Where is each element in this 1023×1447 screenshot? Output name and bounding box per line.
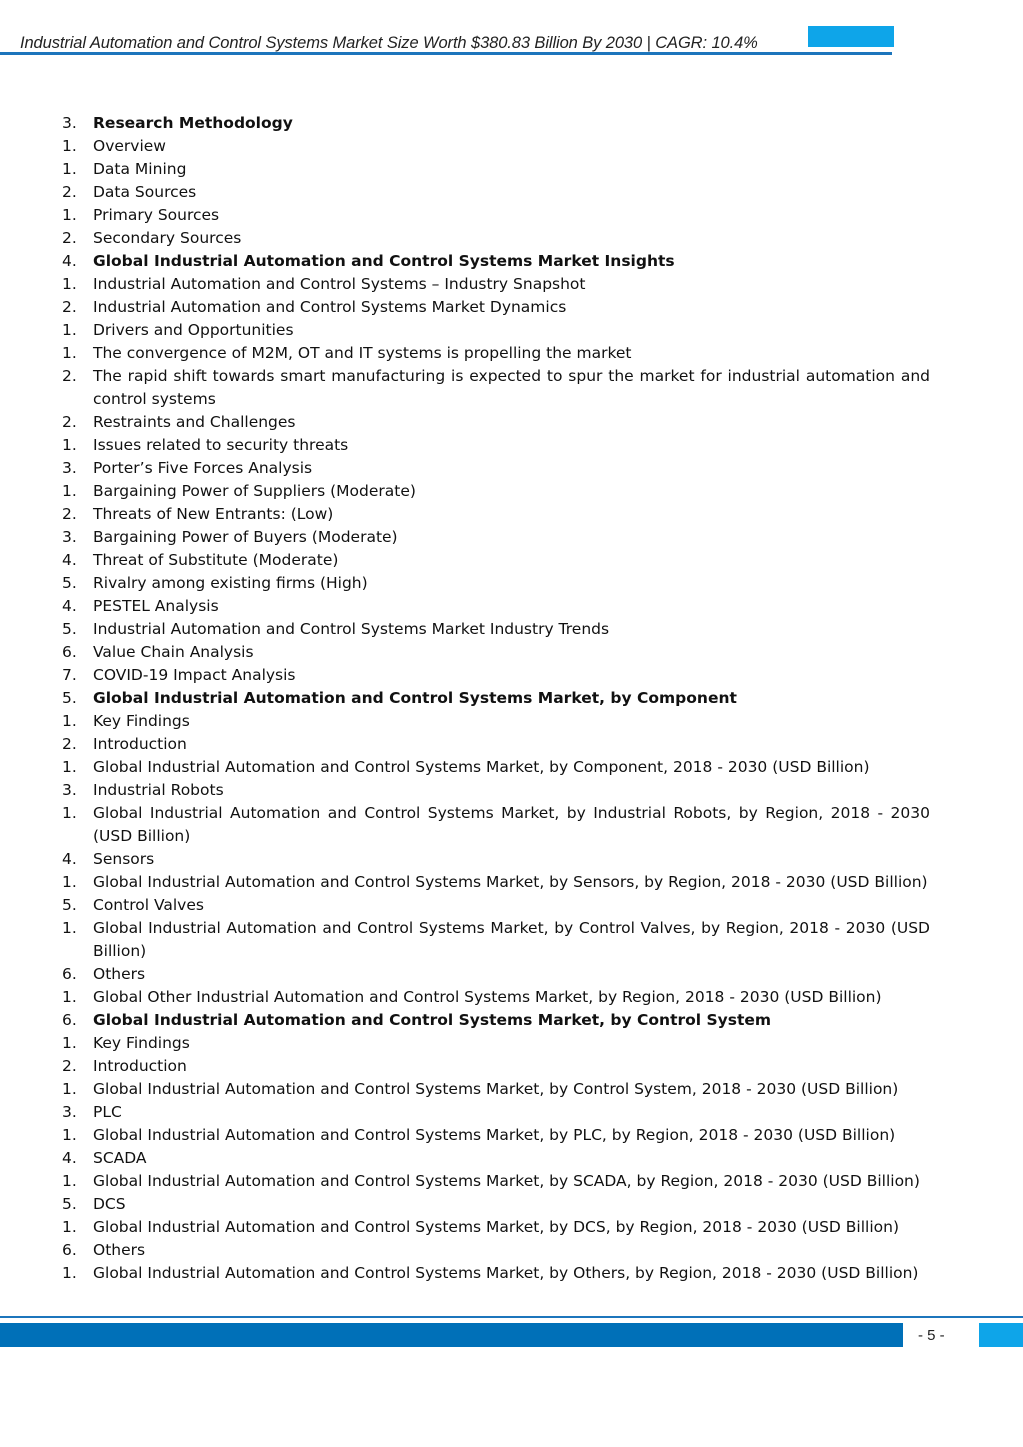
toc-item-text: Data Sources (93, 183, 197, 201)
toc-item-number: 1. (62, 1172, 77, 1190)
toc-item (62, 503, 930, 526)
toc-item-number: 3. (62, 528, 77, 546)
toc-item (62, 411, 930, 434)
toc-item (62, 1239, 930, 1262)
toc-item (62, 1262, 930, 1285)
toc-item-text: Global Industrial Automation and Control Systems Market, by Industrial Robots, by Region, 2018 - 2030 (USD Billion) (93, 804, 930, 845)
toc-item-text: Global Industrial Automation and Control Systems Market, by Control System (93, 1011, 772, 1029)
toc-item-number: 1. (62, 436, 77, 454)
toc-item-number: 1. (62, 988, 77, 1006)
toc-item-number: 1. (62, 1218, 77, 1236)
toc-item-text: Industrial Automation and Control Systems – Industry Snapshot (93, 275, 586, 293)
toc-item (62, 549, 930, 572)
toc-item-text: Global Industrial Automation and Control Systems Market, by DCS, by Region, 2018 - 2030 (USD Billion) (93, 1218, 899, 1236)
toc-item (62, 963, 930, 986)
footer-bar (0, 1323, 903, 1347)
toc-item-number: 1. (62, 712, 77, 730)
toc-item (62, 526, 930, 549)
toc-item-text: DCS (93, 1195, 126, 1213)
toc-item-number: 3. (62, 781, 77, 799)
toc-item-text: Drivers and Opportunities (93, 321, 294, 339)
toc-item (62, 1124, 930, 1147)
toc-item (62, 1078, 930, 1101)
toc-item-text: Industrial Automation and Control Systems Market Industry Trends (93, 620, 610, 638)
toc-item-number: 5. (62, 1195, 77, 1213)
toc-item-text: Global Industrial Automation and Control Systems Market, by Sensors, by Region, 2018 - 2030 (USD Billion) (93, 873, 928, 891)
toc-item-text: Global Industrial Automation and Control Systems Market, by Component, 2018 - 2030 (USD Billion) (93, 758, 870, 776)
toc-item-text: Threats of New Entrants: (Low) (93, 505, 334, 523)
footer-rule (0, 1316, 1023, 1318)
toc-item-number: 1. (62, 321, 77, 339)
toc-item-text: Global Other Industrial Automation and Control Systems Market, by Region, 2018 - 2030 (USD Billion) (93, 988, 882, 1006)
toc-item-number: 2. (62, 183, 77, 201)
toc-item-number: 1. (62, 919, 77, 937)
toc-item-number: 2. (62, 1057, 77, 1075)
toc-item-number: 1. (62, 275, 77, 293)
toc-item-text: Bargaining Power of Suppliers (Moderate) (93, 482, 416, 500)
toc-item (62, 871, 930, 894)
toc-item-number: 1. (62, 804, 77, 822)
toc-item-text: Industrial Automation and Control Systems Market Dynamics (93, 298, 567, 316)
toc-item-number: 6. (62, 1241, 77, 1259)
toc-item (62, 112, 930, 135)
toc-item-text: Data Mining (93, 160, 187, 178)
toc-item-number: 1. (62, 344, 77, 362)
toc-item-number: 1. (62, 482, 77, 500)
toc-item (62, 181, 930, 204)
toc-item-text: Research Methodology (93, 114, 293, 132)
toc-item-text: Overview (93, 137, 166, 155)
toc-item (62, 135, 930, 158)
toc-item-text: Global Industrial Automation and Control Systems Market Insights (93, 252, 675, 270)
toc-item-text: Global Industrial Automation and Control Systems Market, by SCADA, by Region, 2018 - 2030 (USD Billion) (93, 1172, 920, 1190)
toc-item-text: Primary Sources (93, 206, 220, 224)
toc-item-number: 6. (62, 965, 77, 983)
toc-item-text: Global Industrial Automation and Control Systems Market, by Others, by Region, 2018 - 2030 (USD Billion) (93, 1264, 919, 1282)
toc-item-text: The convergence of M2M, OT and IT systems is propelling the market (93, 344, 632, 362)
toc-item (62, 1216, 930, 1239)
toc-item (62, 434, 930, 457)
toc-item (62, 204, 930, 227)
toc-item (62, 986, 930, 1009)
toc-item (62, 319, 930, 342)
toc-item-text: PLC (93, 1103, 122, 1121)
toc-item-number: 7. (62, 666, 77, 684)
toc-item (62, 572, 930, 595)
toc-item-number: 1. (62, 137, 77, 155)
toc-item-number: 4. (62, 850, 77, 868)
toc-item-text: The rapid shift towards smart manufacturing is expected to spur the market for industrial automation and control systems (93, 367, 930, 408)
toc-item-text: Issues related to security threats (93, 436, 349, 454)
toc-item-number: 2. (62, 505, 77, 523)
toc-item (62, 158, 930, 181)
toc-item-number: 1. (62, 1126, 77, 1144)
toc-item (62, 480, 930, 503)
toc-item (62, 457, 930, 480)
toc-item-number: 2. (62, 413, 77, 431)
toc-item (62, 595, 930, 618)
toc-item-text: Industrial Robots (93, 781, 224, 799)
toc-item-number: 5. (62, 689, 77, 707)
toc-item (62, 756, 930, 779)
toc-item-number: 4. (62, 597, 77, 615)
toc-item-number: 4. (62, 1149, 77, 1167)
toc-item (62, 1032, 930, 1055)
toc-item-text: Control Valves (93, 896, 204, 914)
toc-item-number: 4. (62, 551, 77, 569)
toc-item (62, 710, 930, 733)
toc-item-text: Global Industrial Automation and Control Systems Market, by Control System, 2018 - 2030 (USD Billion) (93, 1080, 899, 1098)
page-header-title: Industrial Automation and Control Systems Market Size Worth $380.83 Billion By 2030 | CAGR: 10.4% (20, 34, 758, 52)
toc-item-number: 1. (62, 873, 77, 891)
toc-item-text: Others (93, 1241, 146, 1259)
toc-item-text: Key Findings (93, 712, 190, 730)
toc-item-text: Secondary Sources (93, 229, 242, 247)
toc-item (62, 1193, 930, 1216)
toc-item-number: 2. (62, 735, 77, 753)
toc-item-text: Introduction (93, 1057, 187, 1075)
toc-item (62, 687, 930, 710)
toc-item (62, 273, 930, 296)
toc-item (62, 779, 930, 802)
toc-item (62, 342, 930, 365)
toc-item-text: Global Industrial Automation and Control Systems Market, by PLC, by Region, 2018 - 2030 (USD Billion) (93, 1126, 896, 1144)
toc-item-number: 1. (62, 1264, 77, 1282)
toc-item-text: Introduction (93, 735, 187, 753)
toc-item-number: 1. (62, 160, 77, 178)
toc-item-number: 6. (62, 1011, 77, 1029)
toc-item-text: Global Industrial Automation and Control Systems Market, by Control Valves, by Region, 2018 - 2030 (USD Billion) (93, 919, 930, 960)
table-of-contents (62, 112, 930, 1285)
toc-item-number: 6. (62, 643, 77, 661)
toc-item-number: 1. (62, 206, 77, 224)
toc-item (62, 618, 930, 641)
toc-item (62, 1055, 930, 1078)
toc-item-text: Others (93, 965, 146, 983)
toc-item (62, 1170, 930, 1193)
toc-item (62, 1147, 930, 1170)
toc-item-text: Bargaining Power of Buyers (Moderate) (93, 528, 398, 546)
toc-item-number: 5. (62, 574, 77, 592)
toc-item-number: 5. (62, 896, 77, 914)
toc-item (62, 802, 930, 848)
toc-item (62, 664, 930, 687)
toc-item (62, 1101, 930, 1124)
toc-item-number: 3. (62, 459, 77, 477)
toc-item (62, 894, 930, 917)
toc-item-number: 2. (62, 298, 77, 316)
toc-item (62, 641, 930, 664)
toc-item (62, 227, 930, 250)
toc-item-text: Global Industrial Automation and Control Systems Market, by Component (93, 689, 737, 707)
toc-item (62, 296, 930, 319)
toc-item-text: Threat of Substitute (Moderate) (93, 551, 339, 569)
toc-item (62, 1009, 930, 1032)
toc-item-text: COVID-19 Impact Analysis (93, 666, 296, 684)
toc-item (62, 733, 930, 756)
toc-item-text: Value Chain Analysis (93, 643, 254, 661)
toc-item-text: Sensors (93, 850, 155, 868)
footer-accent-block (979, 1323, 1023, 1347)
toc-item-number: 4. (62, 252, 77, 270)
toc-item-text: Porter’s Five Forces Analysis (93, 459, 313, 477)
page-number: - 5 - (918, 1327, 945, 1344)
toc-item-text: Key Findings (93, 1034, 190, 1052)
toc-item-number: 3. (62, 1103, 77, 1121)
toc-item-number: 1. (62, 758, 77, 776)
toc-item (62, 848, 930, 871)
toc-item (62, 917, 930, 963)
toc-item-text: PESTEL Analysis (93, 597, 219, 615)
header-accent-block (808, 26, 894, 47)
header-rule (0, 52, 892, 55)
toc-item-number: 5. (62, 620, 77, 638)
toc-item (62, 365, 930, 411)
toc-item-text: Restraints and Challenges (93, 413, 296, 431)
toc-item (62, 250, 930, 273)
toc-item-text: SCADA (93, 1149, 147, 1167)
toc-item-number: 2. (62, 229, 77, 247)
toc-item-text: Rivalry among existing firms (High) (93, 574, 368, 592)
toc-item-number: 1. (62, 1080, 77, 1098)
toc-item-number: 3. (62, 114, 77, 132)
toc-item-number: 1. (62, 1034, 77, 1052)
toc-item-number: 2. (62, 367, 77, 385)
